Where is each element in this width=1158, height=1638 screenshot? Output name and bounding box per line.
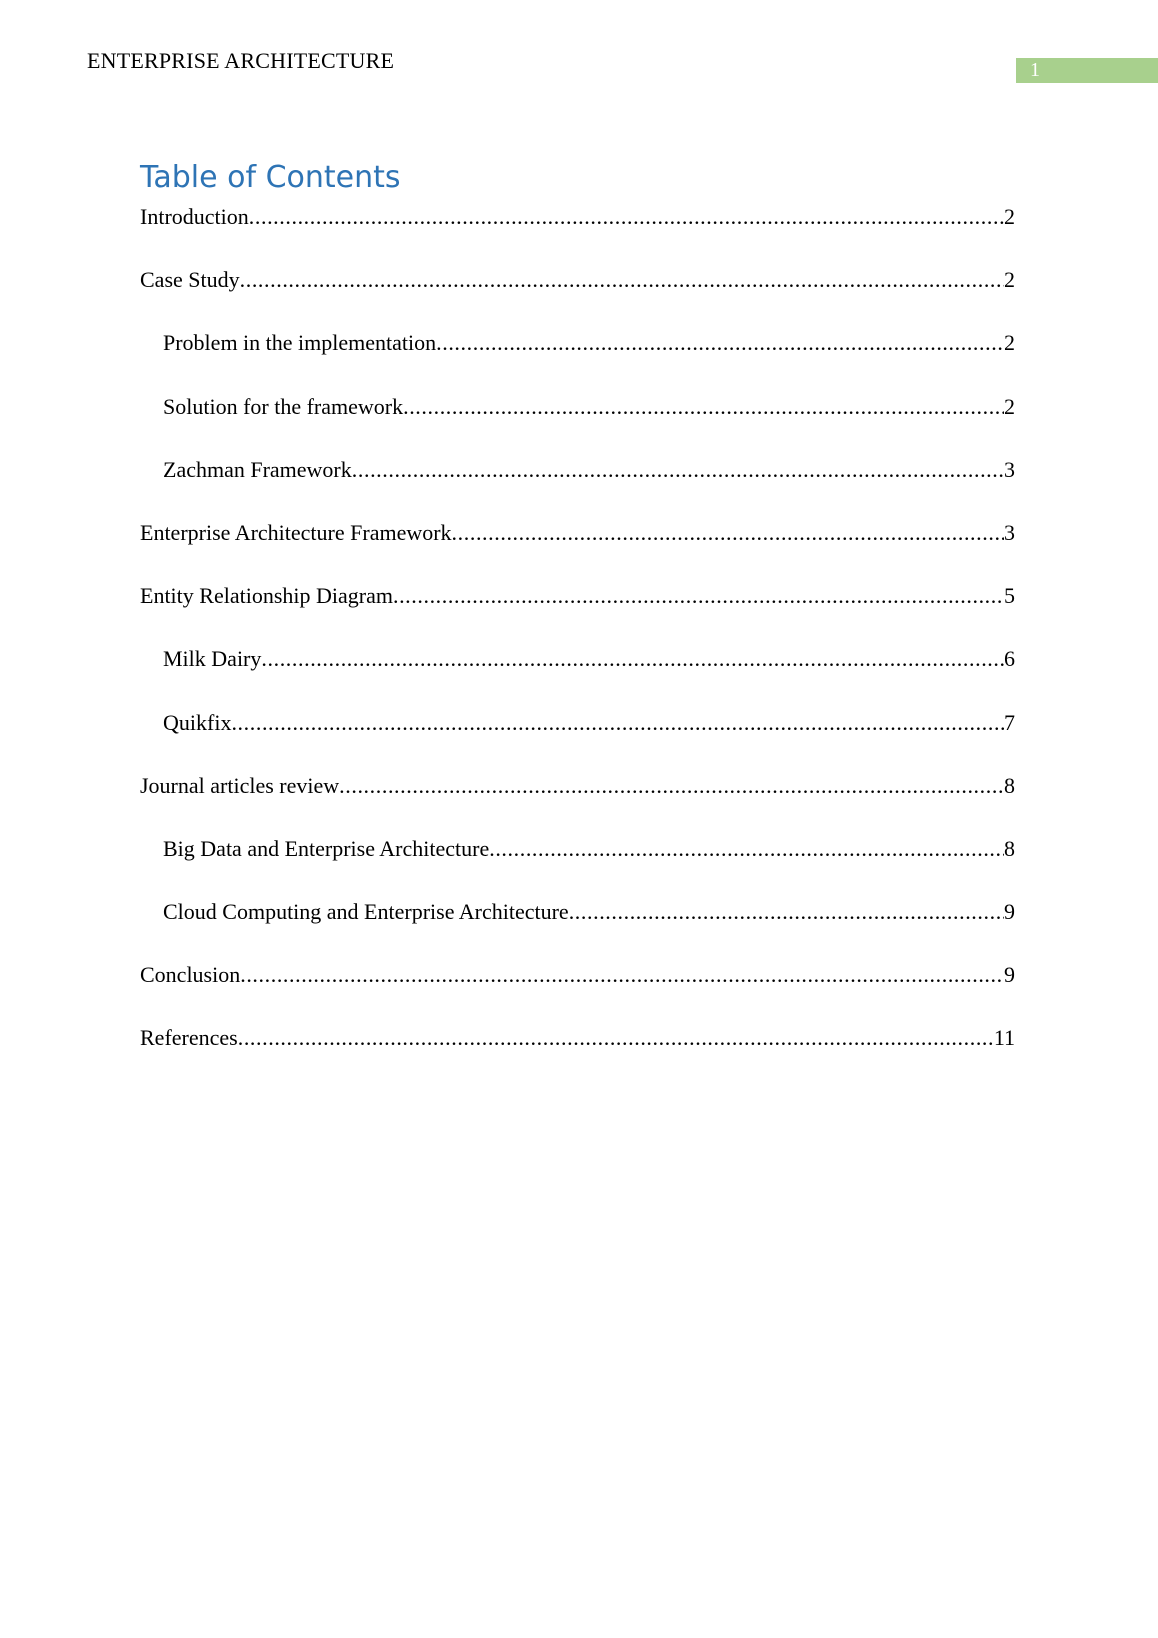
- toc-entry-big-data-and-ea[interactable]: [140, 832, 1015, 895]
- toc-dot-leader: [452, 516, 1004, 550]
- toc-entry-page: 2: [1004, 204, 1015, 229]
- toc-entry-entity-relationship-diagram[interactable]: [140, 579, 1015, 642]
- toc-entry-references[interactable]: [140, 1021, 1015, 1084]
- toc-entry-text: References: [140, 1025, 238, 1051]
- toc-entry-solution-for-framework[interactable]: [140, 390, 1015, 453]
- page-number-badge: [1016, 58, 1158, 83]
- toc-entry-problem-in-implementation[interactable]: [140, 326, 1015, 389]
- toc-entry-enterprise-architecture-framework[interactable]: [140, 516, 1015, 579]
- toc-entry-page: 2: [1004, 393, 1015, 419]
- toc-entry-page: 11: [993, 1025, 1015, 1051]
- toc-entry-page: 8: [1004, 772, 1015, 798]
- toc-entry-page: 2: [1004, 330, 1015, 356]
- toc-entry-journal-articles-review[interactable]: [140, 769, 1015, 832]
- toc-entry-page: 9: [1004, 899, 1015, 925]
- toc-dot-leader: [339, 769, 1004, 803]
- toc-dot-leader: [436, 326, 1004, 360]
- toc-entry-case-study[interactable]: [140, 263, 1015, 326]
- toc-entry-text: Introduction: [140, 204, 249, 229]
- toc-entry-page: 8: [1004, 835, 1015, 861]
- toc-dot-leader: [249, 200, 1004, 234]
- toc-entry-page: 9: [1004, 962, 1015, 988]
- toc-entry-text: Journal articles review: [140, 772, 340, 798]
- toc-entry-text: Milk Dairy: [163, 646, 262, 672]
- toc-dot-leader: [569, 895, 1004, 929]
- toc-dot-leader: [352, 453, 1004, 487]
- toc-entry-page: 5: [1004, 583, 1015, 609]
- toc-entry-page: 3: [1004, 519, 1015, 545]
- toc-entry-text: Big Data and Enterprise Architecture: [163, 835, 490, 861]
- toc-heading: Table of Contents: [140, 160, 401, 195]
- toc-list: [140, 200, 1015, 1085]
- toc-entry-text: Quikfix: [163, 709, 232, 735]
- toc-entry-text: Case Study: [140, 267, 240, 293]
- toc-entry-zachman-framework[interactable]: [140, 453, 1015, 516]
- running-header-title: ENTERPRISE ARCHITECTURE: [87, 48, 395, 73]
- toc-entry-text: Solution for the framework: [163, 393, 404, 419]
- toc-entry-quikfix[interactable]: [140, 706, 1015, 769]
- page-number: 1: [1030, 59, 1040, 81]
- toc-dot-leader: [240, 263, 1004, 297]
- toc-dot-leader: [231, 706, 1004, 740]
- toc-dot-leader: [489, 832, 1004, 866]
- toc-dot-leader: [261, 642, 1004, 676]
- toc-entry-page: 7: [1004, 709, 1015, 735]
- toc-entry-introduction[interactable]: [140, 200, 1015, 263]
- toc-entry-page: 2: [1004, 267, 1015, 293]
- toc-entry-page: 6: [1004, 646, 1015, 672]
- toc-dot-leader: [240, 958, 1004, 992]
- toc-entry-text: Conclusion: [140, 962, 241, 988]
- toc-dot-leader: [403, 390, 1004, 424]
- toc-dot-leader: [238, 1021, 994, 1055]
- toc-entry-text: Cloud Computing and Enterprise Architecture: [163, 899, 569, 925]
- toc-entry-text: Enterprise Architecture Framework: [140, 519, 452, 545]
- toc-entry-text: Problem in the implementation: [163, 330, 437, 356]
- toc-entry-text: Entity Relationship Diagram: [140, 583, 393, 609]
- toc-dot-leader: [393, 579, 1004, 613]
- toc-entry-cloud-computing-and-ea[interactable]: [140, 895, 1015, 958]
- toc-entry-milk-dairy[interactable]: [140, 642, 1015, 705]
- toc-entry-text: Zachman Framework: [163, 456, 352, 482]
- toc-entry-conclusion[interactable]: [140, 958, 1015, 1021]
- toc-entry-page: 3: [1004, 456, 1015, 482]
